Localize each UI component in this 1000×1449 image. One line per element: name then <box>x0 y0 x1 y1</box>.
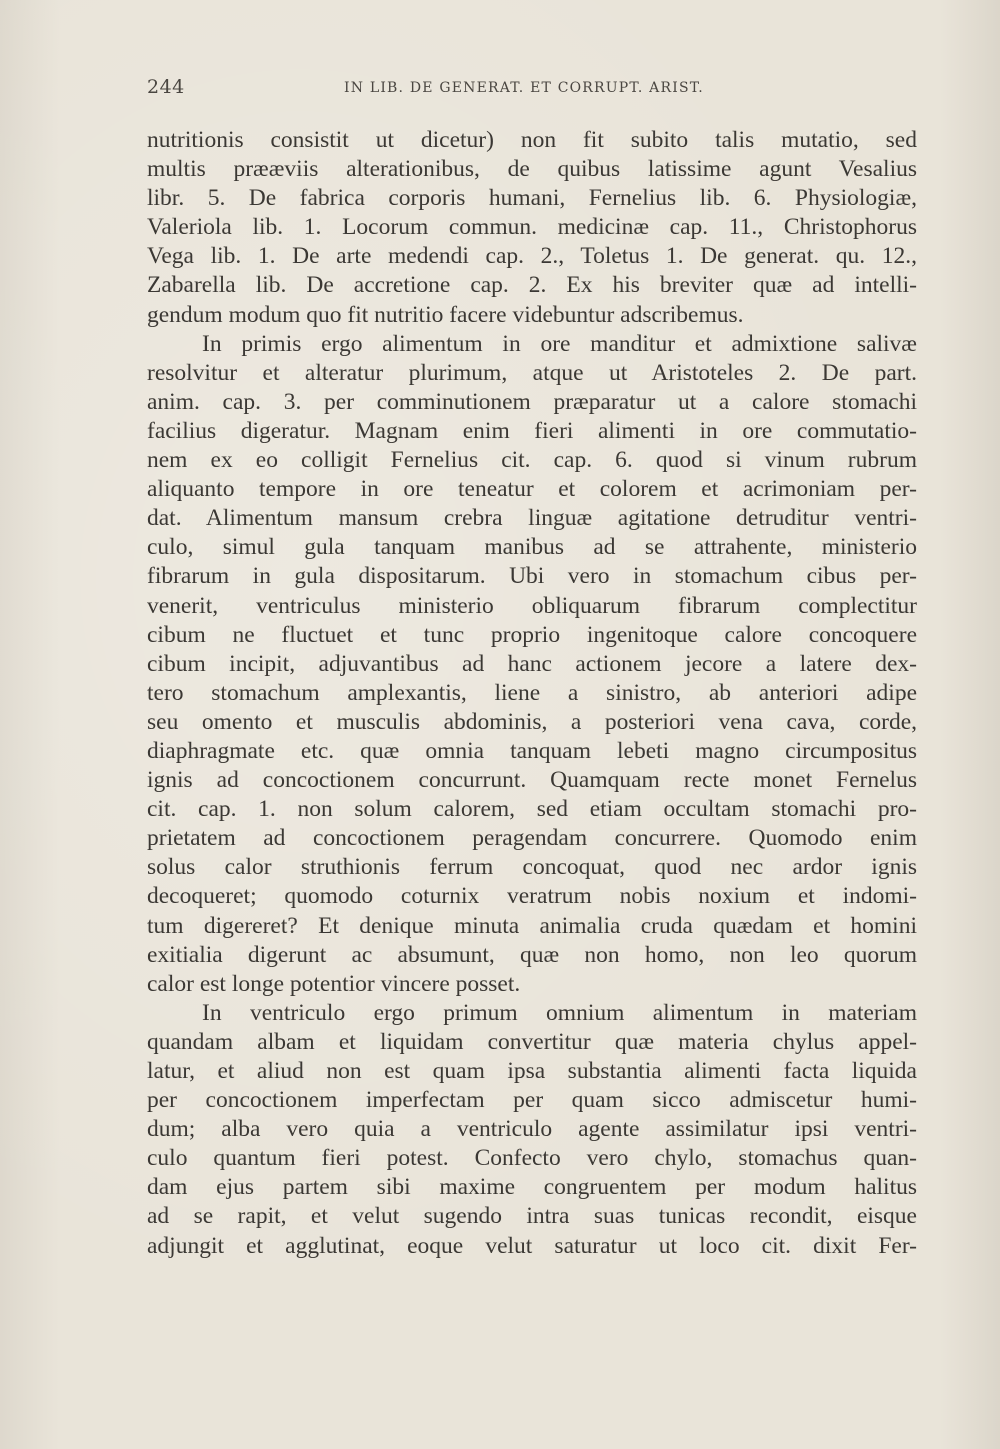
paragraph-first-line: In primis ergo alimentum in ore manditur et admixtione salivæ <box>202 330 917 357</box>
running-head <box>147 76 917 106</box>
text-line: solus calor struthionis ferrum concoquat, quod nec ardor ignis <box>147 854 917 881</box>
text-line: nem ex eo colligit Fernelius cit. cap. 6. quod si vinum rubrum <box>147 447 917 474</box>
text-line: adjungit et agglutinat, eoque velut saturatur ut loco cit. dixit Fer- <box>147 1232 917 1259</box>
text-line: per concoctionem imperfectam per quam sicco admiscetur humi- <box>147 1087 917 1114</box>
text-line: decoqueret; quomodo coturnix veratrum nobis noxium et indomi- <box>147 883 917 910</box>
text-line: culo quantum fieri potest. Confecto vero chylo, stomachus quan- <box>147 1145 917 1172</box>
page-number: 244 <box>147 76 185 98</box>
text-line: Vega lib. 1. De arte medendi cap. 2., Toletus 1. De generat. qu. 12., <box>147 243 917 270</box>
text-line: calor est longe potentior vincere posset. <box>147 970 521 997</box>
text-line: ad se rapit, et velut sugendo intra suas tunicas recondit, eisque <box>147 1203 917 1230</box>
text-line: exitialia digerunt ac absumunt, quæ non homo, non leo quorum <box>147 941 917 968</box>
text-line: cibum incipit, adjuvantibus ad hanc actionem jecore a latere dex- <box>147 650 917 677</box>
running-title: IN LIB. DE GENERAT. ET CORRUPT. ARIST. <box>344 80 704 96</box>
text-line: multis prææviis alterationibus, de quibus latissime agunt Vesalius <box>147 156 917 183</box>
text-line: resolvitur et alteratur plurimum, atque ut Aristoteles 2. De part. <box>147 359 917 386</box>
text-line: prietatem ad concoctionem peragendam concurrere. Quomodo enim <box>147 825 917 852</box>
text-line: Valeriola lib. 1. Locorum commun. medicinæ cap. 11., Christophorus <box>147 214 917 241</box>
text-line: seu omento et musculis abdominis, a posteriori vena cava, corde, <box>147 708 917 735</box>
text-line: fibrarum in gula dispositarum. Ubi vero in stomachum cibus per- <box>147 563 917 590</box>
text-line: dam ejus partem sibi maxime congruentem per modum halitus <box>147 1174 917 1201</box>
text-line: anim. cap. 3. per comminutionem præparatur ut a calore stomachi <box>147 388 917 415</box>
text-line: Zabarella lib. De accretione cap. 2. Ex his breviter quæ ad intelli- <box>147 272 917 299</box>
text-line: dat. Alimentum mansum crebra linguæ agitatione detruditur ventri- <box>147 505 917 532</box>
text-line: cibum ne fluctuet et tunc proprio ingenitoque calore concoquere <box>147 621 917 648</box>
text-line: ignis ad concoctionem concurrunt. Quamquam recte monet Fernelus <box>147 767 917 794</box>
text-line: latur, et aliud non est quam ipsa substantia alimenti facta liquida <box>147 1058 917 1084</box>
text-line: gendum modum quo fit nutritio facere videbuntur adscribemus. <box>147 301 744 328</box>
text-line: tum digereret? Et denique minuta animalia cruda quædam et homini <box>147 912 917 939</box>
text-line: cit. cap. 1. non solum calorem, sed etiam occultam stomachi pro- <box>147 796 917 823</box>
text-line: diaphragmate etc. quæ omnia tanquam lebeti magno circumpositus <box>147 737 917 764</box>
text-line: quandam albam et liquidam convertitur quæ materia chylus appel- <box>147 1028 917 1055</box>
text-line: libr. 5. De fabrica corporis humani, Fernelius lib. 6. Physiologiæ, <box>147 185 917 212</box>
text-line: tero stomachum amplexantis, liene a sinistro, ab anteriori adipe <box>147 679 917 706</box>
text-line: aliquanto tempore in ore teneatur et colorem et acrimoniam per- <box>147 476 917 503</box>
text-line: culo, simul gula tanquam manibus ad se attrahente, ministerio <box>147 534 917 561</box>
text-line: dum; alba vero quia a ventriculo agente assimilatur ipsi ventri- <box>147 1116 917 1143</box>
body-text <box>147 126 917 1261</box>
text-line: venerit, ventriculus ministerio obliquarum fibrarum complectitur <box>147 592 917 619</box>
text-line: nutritionis consistit ut dicetur) non fit subito talis mutatio, sed <box>147 127 917 153</box>
paragraph-first-line: In ventriculo ergo primum omnium alimentum in materiam <box>202 999 917 1026</box>
text-line: facilius digeratur. Magnam enim fieri alimenti in ore commutatio- <box>147 417 917 444</box>
